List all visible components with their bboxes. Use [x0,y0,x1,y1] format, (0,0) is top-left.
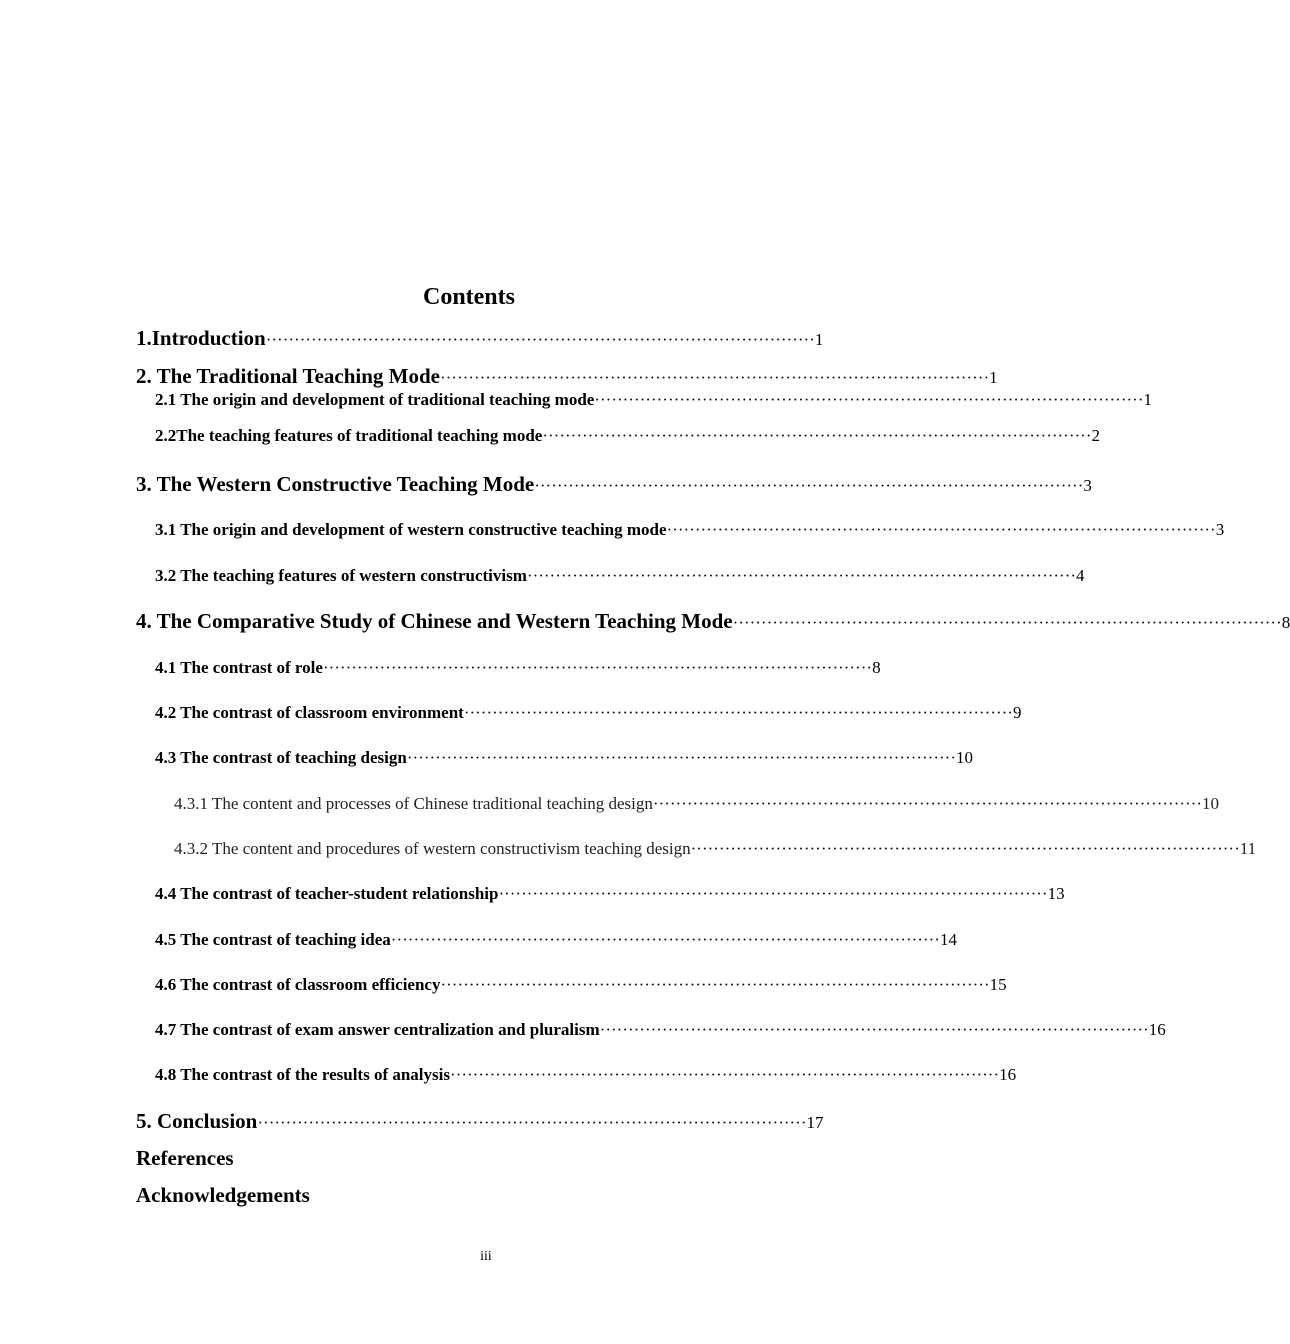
toc-leader-dots: ································································································· [406,748,956,767]
toc-leader-dots: ································································································· [498,884,1048,903]
toc-entry-page: 8 [872,658,881,677]
toc-entry[interactable] [136,326,824,351]
page-title: Contents [422,284,515,310]
toc-entry[interactable] [155,658,881,678]
toc-leader-dots: ································································································· [265,330,815,349]
toc-entry[interactable] [155,884,1065,904]
toc-entry-label: 4.5 The contrast of teaching idea [155,930,391,949]
toc-entry-page: 2 [1091,426,1100,445]
toc-entry[interactable] [155,1020,1166,1040]
toc-entry-page: 17 [806,1113,824,1132]
toc-entry[interactable] [155,930,957,950]
toc-entry[interactable] [155,566,1085,586]
toc-entry[interactable] [136,1109,824,1134]
toc-entry-page: 3 [1083,476,1092,495]
toc-entry-page: 14 [939,930,957,949]
toc-entry-label: 2. The Traditional Teaching Mode [136,364,440,388]
toc-entry-label: 2.1 The origin and development of traditional teaching mode [155,390,595,409]
toc-entry-page: 9 [1012,703,1022,722]
toc-entry-page: 8 [1281,613,1290,632]
toc-entry-label: 3.2 The teaching features of western constructivism [155,566,527,585]
toc-entry[interactable] [155,975,1007,995]
toc-leader-dots: ································································································· [439,368,990,387]
toc-entry-acknowledgements[interactable]: Acknowledgements [136,1183,310,1207]
toc-entry[interactable] [136,472,1092,497]
toc-leader-dots: ································································································· [534,476,1084,495]
toc-leader-dots: ································································································· [732,613,1282,632]
toc-entry-label: 4.3 The contrast of teaching design [155,748,407,767]
toc-entry[interactable] [174,839,1257,859]
toc-leader-dots: ································································································· [652,794,1203,813]
toc-entry-page: 1 [1143,390,1152,409]
toc-entry-page: 3 [1215,520,1225,539]
toc-leader-dots: ································································································· [526,566,1077,585]
toc-entry-page: 16 [1148,1020,1166,1039]
toc-entry-label: 4.3.1 The content and processes of Chinese traditional teaching design [174,794,653,813]
toc-entry-label: 4. The Comparative Study of Chinese and Western Teaching Mode [136,609,733,633]
toc-entry[interactable] [155,520,1225,540]
toc-entry[interactable] [136,364,998,389]
toc-leader-dots: ································································································· [542,426,1092,445]
toc-entry-label: 4.1 The contrast of role [155,658,323,677]
toc-entry-label: 4.4 The contrast of teacher-student relationship [155,884,499,903]
page-number: iii [480,1249,492,1264]
toc-leader-dots: ································································································· [390,930,940,949]
toc-entry-references[interactable]: References [136,1146,234,1170]
toc-entry[interactable] [155,426,1100,446]
toc-entry-label: 5. Conclusion [136,1109,258,1133]
toc-entry[interactable] [155,703,1022,723]
toc-leader-dots: ································································································· [666,520,1216,539]
toc-entry-page: 16 [999,1065,1017,1084]
toc-entry-page: 10 [956,748,973,767]
toc-entry-label: 4.3.2 The content and procedures of western constructivism teaching design [174,839,691,858]
toc-entry-label: 3.1 The origin and development of western constructive teaching mode [155,520,667,539]
toc-entry-label: 1.Introduction [136,326,266,350]
toc-leader-dots: ································································································· [257,1113,807,1132]
toc-leader-dots: ································································································· [463,703,1013,722]
toc-entry-page: 4 [1076,566,1085,585]
toc-entry[interactable] [155,1065,1017,1085]
toc-leader-dots: ································································································· [690,839,1240,858]
toc-entry[interactable] [136,609,1290,634]
toc-leader-dots: ································································································· [599,1020,1149,1039]
toc-entry-page: 13 [1047,884,1065,903]
toc-entry-label: 4.8 The contrast of the results of analysis [155,1065,450,1084]
toc-entry-page: 1 [989,368,998,387]
toc-entry-label: 2.2The teaching features of traditional teaching mode [155,426,543,445]
toc-entry-page: 11 [1239,839,1257,858]
toc-entry-label: 3. The Western Constructive Teaching Mode [136,472,535,496]
toc-entry-page: 10 [1202,794,1220,813]
toc-leader-dots: ································································································· [322,658,873,677]
toc-entry[interactable] [155,748,973,768]
toc-entry-page: 1 [814,330,824,349]
toc-entry[interactable] [155,390,1152,410]
toc-leader-dots: ································································································· [450,1065,1000,1084]
toc-entry-label: 4.2 The contrast of classroom environment [155,703,464,722]
toc-entry-label: 4.6 The contrast of classroom efficiency [155,975,441,994]
toc-entry[interactable] [174,794,1220,814]
toc-entry-label: 4.7 The contrast of exam answer centralization and pluralism [155,1020,600,1039]
toc-leader-dots: ································································································· [594,390,1144,409]
toc-leader-dots: ································································································· [440,975,990,994]
toc-entry-page: 15 [989,975,1007,994]
